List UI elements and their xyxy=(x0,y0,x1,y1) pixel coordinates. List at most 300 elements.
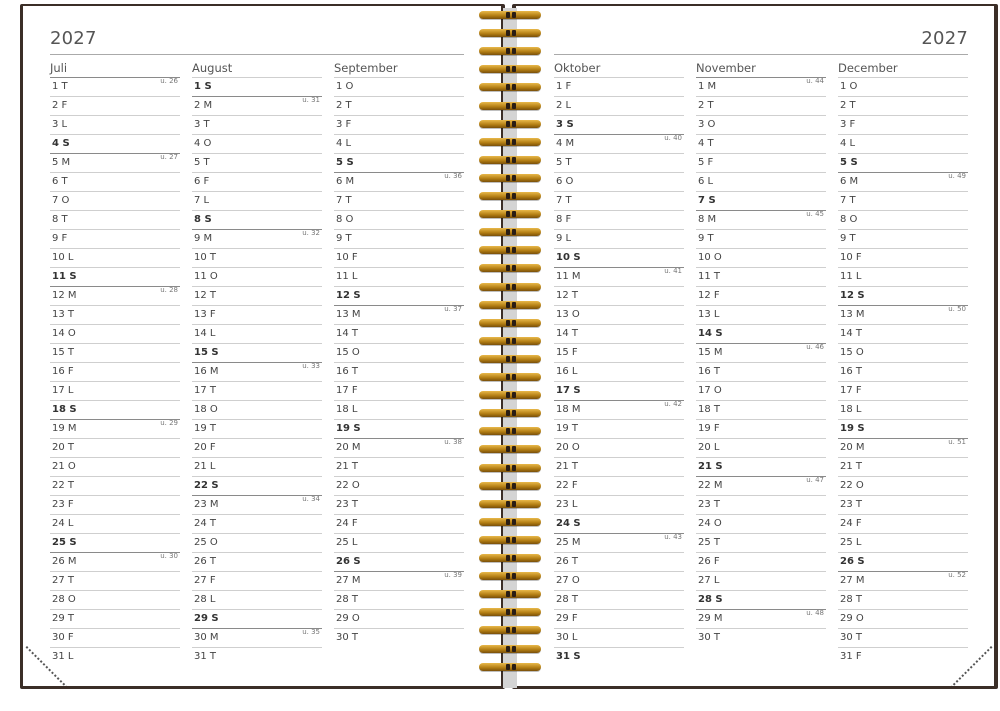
day-label: 20 F xyxy=(194,442,216,453)
week-number: u. 48 xyxy=(806,609,824,617)
day-row xyxy=(334,438,464,457)
day-label: 29 O xyxy=(840,613,864,624)
ring-hole xyxy=(512,410,516,416)
week-number: u. 41 xyxy=(664,267,682,275)
day-label: 23 T xyxy=(840,499,863,510)
ring-hole xyxy=(506,338,510,344)
day-row xyxy=(192,628,322,647)
day-row xyxy=(50,305,180,324)
day-row xyxy=(192,590,322,609)
binding-ring xyxy=(479,319,541,329)
day-label: 4 S xyxy=(52,138,70,149)
day-label: 12 M xyxy=(52,290,77,301)
ring-hole xyxy=(512,247,516,253)
ring-coil xyxy=(479,83,541,91)
day-label: 1 O xyxy=(336,81,354,92)
day-row xyxy=(334,400,464,419)
day-label: 19 S xyxy=(336,423,361,434)
ring-coil xyxy=(479,355,541,363)
day-row xyxy=(334,343,464,362)
ring-coil xyxy=(479,409,541,417)
day-row xyxy=(838,400,968,419)
binding-ring xyxy=(479,391,541,401)
ring-hole xyxy=(512,573,516,579)
day-row xyxy=(554,533,684,552)
left-year-rule xyxy=(50,54,464,55)
week-number: u. 34 xyxy=(302,495,320,503)
day-label: 20 M xyxy=(840,442,865,453)
day-row xyxy=(334,552,464,571)
day-label: 2 L xyxy=(556,100,572,111)
binding-ring xyxy=(479,445,541,455)
day-row xyxy=(192,172,322,191)
ring-hole xyxy=(512,338,516,344)
binding-ring xyxy=(479,29,541,39)
week-number: u. 50 xyxy=(948,305,966,313)
day-label: 3 S xyxy=(556,119,574,130)
day-label: 25 M xyxy=(556,537,581,548)
day-label: 4 L xyxy=(336,138,352,149)
day-row xyxy=(838,305,968,324)
ring-hole xyxy=(512,609,516,615)
day-row xyxy=(554,514,684,533)
day-label: 25 L xyxy=(336,537,358,548)
day-label: 17 S xyxy=(556,385,581,396)
ring-hole xyxy=(506,211,510,217)
day-label: 19 T xyxy=(556,423,579,434)
day-label: 7 O xyxy=(52,195,70,206)
ring-hole xyxy=(512,591,516,597)
day-label: 7 L xyxy=(194,195,210,206)
week-number: u. 32 xyxy=(302,229,320,237)
ring-hole xyxy=(506,320,510,326)
day-row xyxy=(554,77,684,96)
day-label: 17 L xyxy=(52,385,74,396)
ring-hole xyxy=(512,465,516,471)
day-label: 13 M xyxy=(840,309,865,320)
day-row xyxy=(192,96,322,115)
day-row xyxy=(696,153,826,172)
day-label: 5 F xyxy=(698,157,714,168)
day-row xyxy=(192,514,322,533)
ring-coil xyxy=(479,210,541,218)
day-label: 10 O xyxy=(698,252,722,263)
day-row xyxy=(554,381,684,400)
day-row xyxy=(334,495,464,514)
day-label: 8 M xyxy=(698,214,717,225)
ring-coil xyxy=(479,500,541,508)
day-row xyxy=(554,115,684,134)
day-row xyxy=(838,324,968,343)
day-row xyxy=(554,609,684,628)
day-row xyxy=(50,77,180,96)
day-label: 11 L xyxy=(840,271,862,282)
day-label: 15 T xyxy=(52,347,75,358)
day-row xyxy=(696,77,826,96)
binding-ring xyxy=(479,518,541,528)
day-label: 8 S xyxy=(194,214,212,225)
day-label: 22 F xyxy=(556,480,578,491)
day-label: 1 S xyxy=(194,81,212,92)
day-label: 17 F xyxy=(840,385,862,396)
day-row xyxy=(192,457,322,476)
day-label: 26 M xyxy=(52,556,77,567)
day-label: 23 L xyxy=(556,499,578,510)
month-name: Juli xyxy=(50,61,68,75)
day-row xyxy=(696,248,826,267)
day-label: 5 T xyxy=(194,157,210,168)
day-label: 22 O xyxy=(336,480,360,491)
month-name: December xyxy=(838,61,898,75)
day-row xyxy=(334,172,464,191)
day-label: 15 S xyxy=(194,347,219,358)
week-number: u. 36 xyxy=(444,172,462,180)
binding-ring xyxy=(479,373,541,383)
day-label: 24 T xyxy=(194,518,217,529)
day-row xyxy=(838,96,968,115)
day-label: 4 L xyxy=(840,138,856,149)
ring-hole xyxy=(506,446,510,452)
day-row xyxy=(192,533,322,552)
binding-ring xyxy=(479,464,541,474)
day-label: 23 M xyxy=(194,499,219,510)
day-label: 18 L xyxy=(840,404,862,415)
day-label: 18 O xyxy=(194,404,218,415)
day-label: 24 O xyxy=(698,518,722,529)
day-label: 11 M xyxy=(556,271,581,282)
day-label: 20 T xyxy=(52,442,75,453)
ring-hole xyxy=(506,284,510,290)
day-label: 27 T xyxy=(52,575,75,586)
ring-coil xyxy=(479,608,541,616)
day-row xyxy=(838,495,968,514)
ring-hole xyxy=(506,646,510,652)
day-label: 18 S xyxy=(52,404,77,415)
week-number: u. 45 xyxy=(806,210,824,218)
day-row xyxy=(696,514,826,533)
day-row xyxy=(838,476,968,495)
day-label: 4 M xyxy=(556,138,575,149)
day-row xyxy=(334,514,464,533)
day-row xyxy=(838,571,968,590)
day-label: 2 F xyxy=(52,100,68,111)
ring-hole xyxy=(506,410,510,416)
ring-hole xyxy=(506,627,510,633)
day-row xyxy=(192,647,322,666)
day-row xyxy=(192,609,322,628)
binding-ring xyxy=(479,572,541,582)
day-label: 30 L xyxy=(556,632,578,643)
day-label: 2 T xyxy=(336,100,352,111)
day-row xyxy=(696,552,826,571)
day-label: 16 M xyxy=(194,366,219,377)
day-label: 6 O xyxy=(556,176,574,187)
day-row xyxy=(554,647,684,666)
binding-ring xyxy=(479,482,541,492)
binding-ring xyxy=(479,536,541,546)
ring-hole xyxy=(506,609,510,615)
week-number: u. 43 xyxy=(664,533,682,541)
ring-hole xyxy=(512,519,516,525)
day-label: 4 O xyxy=(194,138,212,149)
day-label: 28 S xyxy=(698,594,723,605)
week-number: u. 51 xyxy=(948,438,966,446)
day-label: 26 S xyxy=(840,556,865,567)
day-row xyxy=(696,324,826,343)
day-row xyxy=(50,514,180,533)
day-label: 20 M xyxy=(336,442,361,453)
day-label: 11 L xyxy=(336,271,358,282)
binding-ring xyxy=(479,663,541,673)
day-label: 3 O xyxy=(698,119,716,130)
day-row xyxy=(192,305,322,324)
ring-hole xyxy=(506,555,510,561)
ring-hole xyxy=(512,537,516,543)
ring-coil xyxy=(479,391,541,399)
binding-ring xyxy=(479,138,541,148)
day-row xyxy=(696,419,826,438)
day-label: 29 T xyxy=(52,613,75,624)
week-number: u. 44 xyxy=(806,77,824,85)
day-label: 16 T xyxy=(336,366,359,377)
week-number: u. 52 xyxy=(948,571,966,579)
ring-coil xyxy=(479,373,541,381)
binding-ring xyxy=(479,246,541,256)
ring-hole xyxy=(506,265,510,271)
day-label: 21 O xyxy=(52,461,76,472)
day-label: 9 T xyxy=(336,233,352,244)
ring-hole xyxy=(506,465,510,471)
day-row xyxy=(696,590,826,609)
ring-coil xyxy=(479,11,541,19)
day-row xyxy=(192,400,322,419)
day-row xyxy=(334,96,464,115)
day-row xyxy=(554,419,684,438)
day-label: 5 S xyxy=(840,157,858,168)
ring-hole xyxy=(512,66,516,72)
month-name: September xyxy=(334,61,398,75)
day-label: 24 F xyxy=(336,518,358,529)
day-row xyxy=(838,210,968,229)
day-label: 30 T xyxy=(698,632,721,643)
ring-hole xyxy=(512,392,516,398)
day-label: 28 T xyxy=(840,594,863,605)
day-label: 8 O xyxy=(840,214,858,225)
day-label: 24 S xyxy=(556,518,581,529)
day-row xyxy=(838,628,968,647)
ring-hole xyxy=(512,320,516,326)
day-label: 14 T xyxy=(840,328,863,339)
ring-coil xyxy=(479,174,541,182)
week-number: u. 38 xyxy=(444,438,462,446)
day-label: 9 M xyxy=(194,233,213,244)
day-label: 29 O xyxy=(336,613,360,624)
day-row xyxy=(554,248,684,267)
day-label: 7 T xyxy=(840,195,856,206)
day-row xyxy=(192,476,322,495)
day-label: 3 F xyxy=(336,119,352,130)
ring-hole xyxy=(506,84,510,90)
ring-hole xyxy=(512,121,516,127)
ring-hole xyxy=(506,374,510,380)
ring-hole xyxy=(506,48,510,54)
ring-coil xyxy=(479,102,541,110)
day-row xyxy=(334,229,464,248)
ring-hole xyxy=(512,157,516,163)
day-label: 20 L xyxy=(698,442,720,453)
ring-coil xyxy=(479,518,541,526)
day-label: 29 S xyxy=(194,613,219,624)
ring-hole xyxy=(506,356,510,362)
day-label: 31 S xyxy=(556,651,581,662)
day-label: 12 S xyxy=(840,290,865,301)
day-label: 1 M xyxy=(698,81,717,92)
day-label: 1 F xyxy=(556,81,572,92)
binding-ring xyxy=(479,301,541,311)
ring-coil xyxy=(479,482,541,490)
ring-coil xyxy=(479,283,541,291)
day-row xyxy=(334,362,464,381)
day-label: 13 O xyxy=(556,309,580,320)
day-label: 3 T xyxy=(194,119,210,130)
day-label: 29 F xyxy=(556,613,578,624)
day-label: 13 M xyxy=(336,309,361,320)
day-label: 17 T xyxy=(194,385,217,396)
day-row xyxy=(192,495,322,514)
week-number: u. 35 xyxy=(302,628,320,636)
day-row xyxy=(50,324,180,343)
day-label: 27 O xyxy=(556,575,580,586)
day-label: 19 F xyxy=(698,423,720,434)
ring-hole xyxy=(512,356,516,362)
day-row xyxy=(334,324,464,343)
day-row xyxy=(50,362,180,381)
day-label: 6 M xyxy=(336,176,355,187)
day-row xyxy=(50,647,180,666)
day-row xyxy=(50,457,180,476)
day-label: 26 T xyxy=(194,556,217,567)
ring-hole xyxy=(506,428,510,434)
day-row xyxy=(334,305,464,324)
day-label: 13 T xyxy=(52,309,75,320)
day-row xyxy=(696,305,826,324)
day-row xyxy=(554,153,684,172)
day-label: 7 T xyxy=(336,195,352,206)
day-label: 26 F xyxy=(698,556,720,567)
day-row xyxy=(192,571,322,590)
day-label: 5 S xyxy=(336,157,354,168)
day-row xyxy=(50,153,180,172)
binding-ring xyxy=(479,645,541,655)
day-row xyxy=(696,457,826,476)
ring-hole xyxy=(512,103,516,109)
day-label: 28 O xyxy=(52,594,76,605)
day-row xyxy=(334,476,464,495)
day-label: 30 M xyxy=(194,632,219,643)
day-row xyxy=(838,590,968,609)
day-row xyxy=(838,172,968,191)
ring-coil xyxy=(479,29,541,37)
ring-hole xyxy=(512,627,516,633)
binding-ring xyxy=(479,590,541,600)
day-row xyxy=(554,191,684,210)
day-label: 12 F xyxy=(698,290,720,301)
day-row xyxy=(192,115,322,134)
day-label: 12 T xyxy=(556,290,579,301)
day-row xyxy=(838,286,968,305)
month-name: November xyxy=(696,61,756,75)
day-label: 22 S xyxy=(194,480,219,491)
week-number: u. 42 xyxy=(664,400,682,408)
day-label: 21 T xyxy=(336,461,359,472)
day-row xyxy=(50,476,180,495)
day-row xyxy=(50,609,180,628)
day-label: 2 T xyxy=(840,100,856,111)
binding-ring xyxy=(479,264,541,274)
day-label: 5 M xyxy=(52,157,71,168)
day-label: 22 O xyxy=(840,480,864,491)
day-row xyxy=(50,343,180,362)
day-label: 25 S xyxy=(52,537,77,548)
day-label: 27 M xyxy=(336,575,361,586)
ring-hole xyxy=(512,211,516,217)
day-row xyxy=(554,552,684,571)
day-label: 16 F xyxy=(52,366,74,377)
day-label: 6 T xyxy=(52,176,68,187)
day-row xyxy=(50,96,180,115)
day-row xyxy=(838,533,968,552)
day-row xyxy=(554,438,684,457)
day-row xyxy=(50,590,180,609)
ring-hole xyxy=(512,139,516,145)
ring-hole xyxy=(512,501,516,507)
ring-hole xyxy=(512,428,516,434)
day-row xyxy=(334,210,464,229)
day-row xyxy=(334,533,464,552)
binding-ring xyxy=(479,156,541,166)
ring-coil xyxy=(479,47,541,55)
ring-hole xyxy=(506,103,510,109)
week-number: u. 40 xyxy=(664,134,682,142)
day-label: 18 M xyxy=(556,404,581,415)
binding-ring xyxy=(479,355,541,365)
ring-coil xyxy=(479,192,541,200)
day-row xyxy=(192,438,322,457)
ring-hole xyxy=(506,501,510,507)
day-label: 15 F xyxy=(556,347,578,358)
day-row xyxy=(334,77,464,96)
day-row xyxy=(50,229,180,248)
ring-coil xyxy=(479,120,541,128)
ring-hole xyxy=(512,193,516,199)
day-label: 8 T xyxy=(52,214,68,225)
day-row xyxy=(696,343,826,362)
ring-hole xyxy=(512,446,516,452)
ring-hole xyxy=(512,84,516,90)
ring-hole xyxy=(512,646,516,652)
day-row xyxy=(50,495,180,514)
day-label: 1 T xyxy=(52,81,68,92)
day-row xyxy=(554,343,684,362)
week-number: u. 49 xyxy=(948,172,966,180)
ring-hole xyxy=(512,302,516,308)
left-page xyxy=(23,6,501,686)
day-label: 10 T xyxy=(194,252,217,263)
ring-hole xyxy=(506,193,510,199)
day-row xyxy=(838,77,968,96)
binding-ring xyxy=(479,65,541,75)
day-label: 9 L xyxy=(556,233,572,244)
